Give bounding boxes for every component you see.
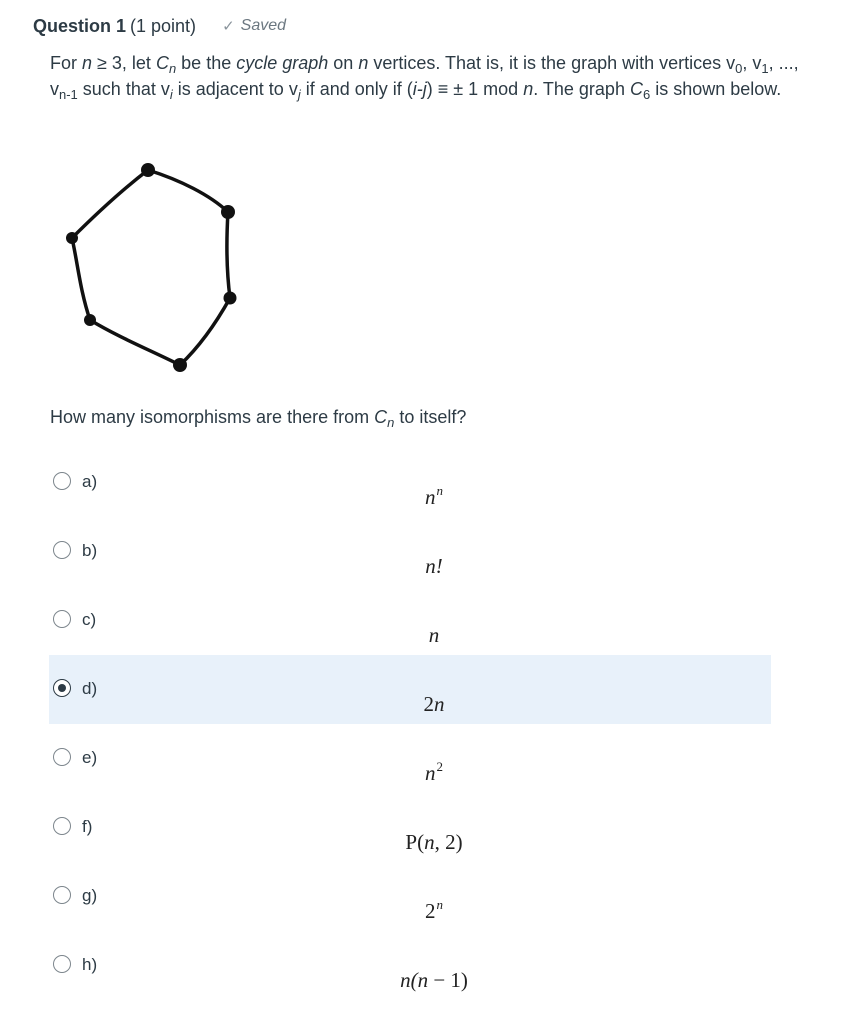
option-a[interactable]: [49, 448, 771, 517]
cycle-graph-c6-figure: [50, 150, 260, 395]
question-points: (1 point): [130, 15, 197, 36]
graph-vertex: [224, 292, 237, 305]
option-letter: h): [82, 955, 98, 974]
question-header: [33, 14, 286, 38]
graph-vertex: [141, 163, 155, 177]
option-answer: P(n, 2): [405, 830, 463, 854]
graph-vertex: [84, 314, 96, 326]
option-b[interactable]: [49, 517, 771, 586]
option-h[interactable]: [49, 931, 771, 1000]
option-letter: a): [82, 472, 98, 491]
graph-vertex: [221, 205, 235, 219]
option-g[interactable]: [49, 862, 771, 931]
option-answer: $n^2$: [425, 759, 443, 785]
radio-button[interactable]: [53, 610, 71, 628]
radio-button[interactable]: [53, 541, 71, 559]
radio-button[interactable]: [53, 748, 71, 766]
answer-options: [49, 448, 771, 1000]
question-text: How many isomorphisms are there from $C_n$ to itself?: [50, 407, 467, 430]
checkmark-icon: ✓: [222, 18, 235, 35]
question-title: Question 1: [33, 15, 127, 36]
question-prompt: For n ≥ 3, let $C_n$ be the cycle graph on n vertices. That is, it is the graph with vertices $v_0$, $v_1$, ..., $v_{n-1}$ such that $v_i$ is adjacent to $v_j$ if and only if (i-j) ≡ ± 1 mod n. The graph $C_6$ is shown below.: [50, 53, 799, 102]
graph-vertex: [66, 232, 78, 244]
option-answer: n(n − 1): [400, 968, 468, 992]
option-f[interactable]: [49, 793, 771, 862]
cycle-graph-edges: [72, 170, 230, 365]
saved-label: Saved: [240, 17, 287, 34]
radio-button-selected[interactable]: [53, 679, 71, 697]
option-letter: e): [82, 748, 98, 767]
option-answer: 2n: [423, 692, 445, 716]
option-letter: d): [82, 679, 98, 698]
option-answer: $n^n$: [425, 483, 443, 509]
saved-status: [222, 17, 286, 35]
option-letter: g): [82, 886, 98, 905]
option-letter: f): [82, 817, 93, 836]
option-answer: n!: [425, 554, 443, 578]
option-e[interactable]: [49, 724, 771, 793]
option-answer: 2$^n$: [425, 897, 443, 923]
option-c[interactable]: [49, 586, 771, 655]
option-d[interactable]: [49, 655, 771, 724]
radio-button[interactable]: [53, 955, 71, 973]
radio-button[interactable]: [53, 817, 71, 835]
radio-button[interactable]: [53, 472, 71, 490]
option-answer: n: [428, 623, 440, 647]
option-letter: c): [82, 610, 97, 629]
radio-button[interactable]: [53, 886, 71, 904]
graph-vertex: [173, 358, 187, 372]
option-letter: b): [82, 541, 98, 560]
